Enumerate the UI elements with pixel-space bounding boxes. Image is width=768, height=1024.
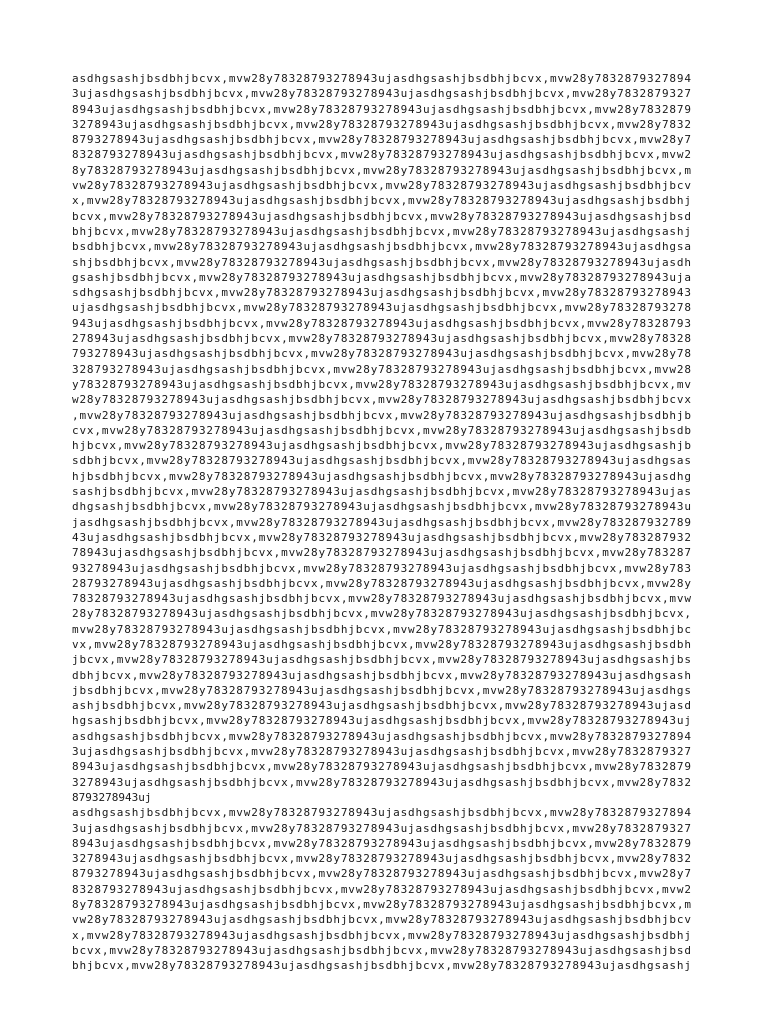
text-line: 8943ujasdhgsashjbsdbhjbcvx,mvw28y78328793278943ujasdhgsashjbsdbhjbcvx,mvw28y7832879: [72, 836, 692, 850]
document-body-text: [72, 71, 702, 974]
text-line: 3278943ujasdhgsashjbsdbhjbcvx,mvw28y78328793278943ujasdhgsashjbsdbhjbcvx,mvw28y7832: [72, 775, 692, 789]
text-line: sdbhjbcvx,mvw28y78328793278943ujasdhgsashjbsdbhjbcvx,mvw28y78328793278943ujasdhgsas: [72, 454, 692, 468]
text-line: 8328793278943ujasdhgsashjbsdbhjbcvx,mvw28y78328793278943ujasdhgsashjbsdbhjbcvx,mvw2: [72, 148, 692, 162]
text-line: asdhgsashjbsdbhjbcvx,mvw28y78328793278943ujasdhgsashjbsdbhjbcvx,mvw28y7832879327894: [72, 72, 692, 85]
text-line: jasdhgsashjbsdbhjbcvx,mvw28y78328793278943ujasdhgsashjbsdbhjbcvx,mvw28y783287932789: [72, 515, 692, 529]
text-line: mvw28y78328793278943ujasdhgsashjbsdbhjbcvx,mvw28y78328793278943ujasdhgsashjbsdbhjbc: [72, 622, 692, 636]
text-line: 3ujasdhgsashjbsdbhjbcvx,mvw28y78328793278943ujasdhgsashjbsdbhjbcvx,mvw28y7832879327: [72, 821, 692, 835]
text-line: 278943ujasdhgsashjbsdbhjbcvx,mvw28y78328793278943ujasdhgsashjbsdbhjbcvx,mvw28y78328: [72, 332, 692, 346]
text-line: asdhgsashjbsdbhjbcvx,mvw28y78328793278943ujasdhgsashjbsdbhjbcvx,mvw28y7832879327894: [72, 729, 692, 743]
text-line: 943ujasdhgsashjbsdbhjbcvx,mvw28y78328793278943ujasdhgsashjbsdbhjbcvx,mvw28y78328793: [72, 316, 692, 330]
text-line: w28y78328793278943ujasdhgsashjbsdbhjbcvx,mvw28y78328793278943ujasdhgsashjbsdbhjbcvx: [72, 393, 692, 407]
text-line: bsdbhjbcvx,mvw28y78328793278943ujasdhgsashjbsdbhjbcvx,mvw28y78328793278943ujasdhgsa: [72, 240, 692, 254]
text-line: shjbsdbhjbcvx,mvw28y78328793278943ujasdhgsashjbsdbhjbcvx,mvw28y78328793278943ujasdh: [72, 255, 692, 269]
text-line: 3278943ujasdhgsashjbsdbhjbcvx,mvw28y78328793278943ujasdhgsashjbsdbhjbcvx,mvw28y7832: [72, 852, 692, 866]
text-line: 3278943ujasdhgsashjbsdbhjbcvx,mvw28y78328793278943ujasdhgsashjbsdbhjbcvx,mvw28y7832: [72, 117, 692, 131]
text-line: jbsdbhjbcvx,mvw28y78328793278943ujasdhgsashjbsdbhjbcvx,mvw28y78328793278943ujasdhgs: [72, 683, 692, 697]
text-line: vx,mvw28y78328793278943ujasdhgsashjbsdbhjbcvx,mvw28y78328793278943ujasdhgsashjbsdbh: [72, 637, 692, 651]
text-line: 43ujasdhgsashjbsdbhjbcvx,mvw28y78328793278943ujasdhgsashjbsdbhjbcvx,mvw28y783287932: [72, 530, 692, 544]
text-line: 8793278943uj: [72, 790, 152, 804]
text-line: hjbsdbhjbcvx,mvw28y78328793278943ujasdhgsashjbsdbhjbcvx,mvw28y78328793278943ujasdhg: [72, 469, 692, 483]
text-line: gsashjbsdbhjbcvx,mvw28y78328793278943ujasdhgsashjbsdbhjbcvx,mvw28y78328793278943uja: [72, 270, 692, 284]
text-line: ujasdhgsashjbsdbhjbcvx,mvw28y78328793278943ujasdhgsashjbsdbhjbcvx,mvw28y78328793278: [72, 301, 692, 315]
text-line: asdhgsashjbsdbhjbcvx,mvw28y78328793278943ujasdhgsashjbsdbhjbcvx,mvw28y7832879327894: [72, 806, 692, 820]
text-line: bcvx,mvw28y78328793278943ujasdhgsashjbsdbhjbcvx,mvw28y78328793278943ujasdhgsashjbsd: [72, 943, 692, 957]
text-line: vw28y78328793278943ujasdhgsashjbsdbhjbcvx,mvw28y78328793278943ujasdhgsashjbsdbhjbcv: [72, 179, 692, 193]
text-line: 28y78328793278943ujasdhgsashjbsdbhjbcvx,mvw28y78328793278943ujasdhgsashjbsdbhjbcvx,: [72, 607, 692, 621]
text-line: 8943ujasdhgsashjbsdbhjbcvx,mvw28y78328793278943ujasdhgsashjbsdbhjbcvx,mvw28y7832879: [72, 102, 692, 116]
text-line: 8793278943ujasdhgsashjbsdbhjbcvx,mvw28y78328793278943ujasdhgsashjbsdbhjbcvx,mvw28y7: [72, 133, 692, 147]
text-line: x,mvw28y78328793278943ujasdhgsashjbsdbhjbcvx,mvw28y78328793278943ujasdhgsashjbsdbhj: [72, 928, 692, 942]
text-line: 78328793278943ujasdhgsashjbsdbhjbcvx,mvw28y78328793278943ujasdhgsashjbsdbhjbcvx,mvw: [72, 592, 692, 606]
text-line: 8943ujasdhgsashjbsdbhjbcvx,mvw28y78328793278943ujasdhgsashjbsdbhjbcvx,mvw28y7832879: [72, 760, 692, 774]
text-line: bhjbcvx,mvw28y78328793278943ujasdhgsashjbsdbhjbcvx,mvw28y78328793278943ujasdhgsashj: [72, 224, 692, 238]
text-line: bhjbcvx,mvw28y78328793278943ujasdhgsashjbsdbhjbcvx,mvw28y78328793278943ujasdhgsashj: [72, 959, 692, 973]
text-line: 8y78328793278943ujasdhgsashjbsdbhjbcvx,mvw28y78328793278943ujasdhgsashjbsdbhjbcvx,m: [72, 898, 692, 912]
text-line: 8793278943ujasdhgsashjbsdbhjbcvx,mvw28y78328793278943ujasdhgsashjbsdbhjbcvx,mvw28y7: [72, 867, 692, 881]
text-line: x,mvw28y78328793278943ujasdhgsashjbsdbhjbcvx,mvw28y78328793278943ujasdhgsashjbsdbhj: [72, 194, 692, 208]
text-line: y78328793278943ujasdhgsashjbsdbhjbcvx,mvw28y78328793278943ujasdhgsashjbsdbhjbcvx,mv: [72, 377, 692, 391]
text-line: 28793278943ujasdhgsashjbsdbhjbcvx,mvw28y78328793278943ujasdhgsashjbsdbhjbcvx,mvw28y: [72, 576, 692, 590]
text-line: 3ujasdhgsashjbsdbhjbcvx,mvw28y78328793278943ujasdhgsashjbsdbhjbcvx,mvw28y7832879327: [72, 87, 692, 101]
text-line: 78943ujasdhgsashjbsdbhjbcvx,mvw28y78328793278943ujasdhgsashjbsdbhjbcvx,mvw28y783287: [72, 546, 692, 560]
text-line: ,mvw28y78328793278943ujasdhgsashjbsdbhjbcvx,mvw28y78328793278943ujasdhgsashjbsdbhjb: [72, 408, 692, 422]
text-line: dbhjbcvx,mvw28y78328793278943ujasdhgsashjbsdbhjbcvx,mvw28y78328793278943ujasdhgsash: [72, 668, 692, 682]
text-line: 793278943ujasdhgsashjbsdbhjbcvx,mvw28y78328793278943ujasdhgsashjbsdbhjbcvx,mvw28y78: [72, 347, 692, 361]
text-line: ashjbsdbhjbcvx,mvw28y78328793278943ujasdhgsashjbsdbhjbcvx,mvw28y78328793278943ujasd: [72, 699, 692, 713]
text-line: hjbcvx,mvw28y78328793278943ujasdhgsashjbsdbhjbcvx,mvw28y78328793278943ujasdhgsashjb: [72, 439, 692, 453]
text-line: bcvx,mvw28y78328793278943ujasdhgsashjbsdbhjbcvx,mvw28y78328793278943ujasdhgsashjbsd: [72, 209, 692, 223]
text-line: dhgsashjbsdbhjbcvx,mvw28y78328793278943ujasdhgsashjbsdbhjbcvx,mvw28y78328793278943u: [72, 500, 692, 514]
text-line: jbcvx,mvw28y78328793278943ujasdhgsashjbsdbhjbcvx,mvw28y78328793278943ujasdhgsashjbs: [72, 653, 692, 667]
text-line: 8y78328793278943ujasdhgsashjbsdbhjbcvx,mvw28y78328793278943ujasdhgsashjbsdbhjbcvx,m: [72, 163, 692, 177]
text-line: 8328793278943ujasdhgsashjbsdbhjbcvx,mvw28y78328793278943ujasdhgsashjbsdbhjbcvx,mvw2: [72, 882, 692, 896]
text-line: sashjbsdbhjbcvx,mvw28y78328793278943ujasdhgsashjbsdbhjbcvx,mvw28y78328793278943ujas: [72, 485, 692, 499]
text-line: vw28y78328793278943ujasdhgsashjbsdbhjbcvx,mvw28y78328793278943ujasdhgsashjbsdbhjbcv: [72, 913, 692, 927]
text-line: hgsashjbsdbhjbcvx,mvw28y78328793278943ujasdhgsashjbsdbhjbcvx,mvw28y78328793278943uj: [72, 714, 692, 728]
text-line: 328793278943ujasdhgsashjbsdbhjbcvx,mvw28y78328793278943ujasdhgsashjbsdbhjbcvx,mvw28: [72, 362, 692, 376]
text-line: 93278943ujasdhgsashjbsdbhjbcvx,mvw28y78328793278943ujasdhgsashjbsdbhjbcvx,mvw28y783: [72, 561, 692, 575]
text-line: cvx,mvw28y78328793278943ujasdhgsashjbsdbhjbcvx,mvw28y78328793278943ujasdhgsashjbsdb: [72, 423, 692, 437]
text-line: 3ujasdhgsashjbsdbhjbcvx,mvw28y78328793278943ujasdhgsashjbsdbhjbcvx,mvw28y7832879327: [72, 745, 692, 759]
text-line: sdhgsashjbsdbhjbcvx,mvw28y78328793278943ujasdhgsashjbsdbhjbcvx,mvw28y78328793278943: [72, 286, 692, 300]
